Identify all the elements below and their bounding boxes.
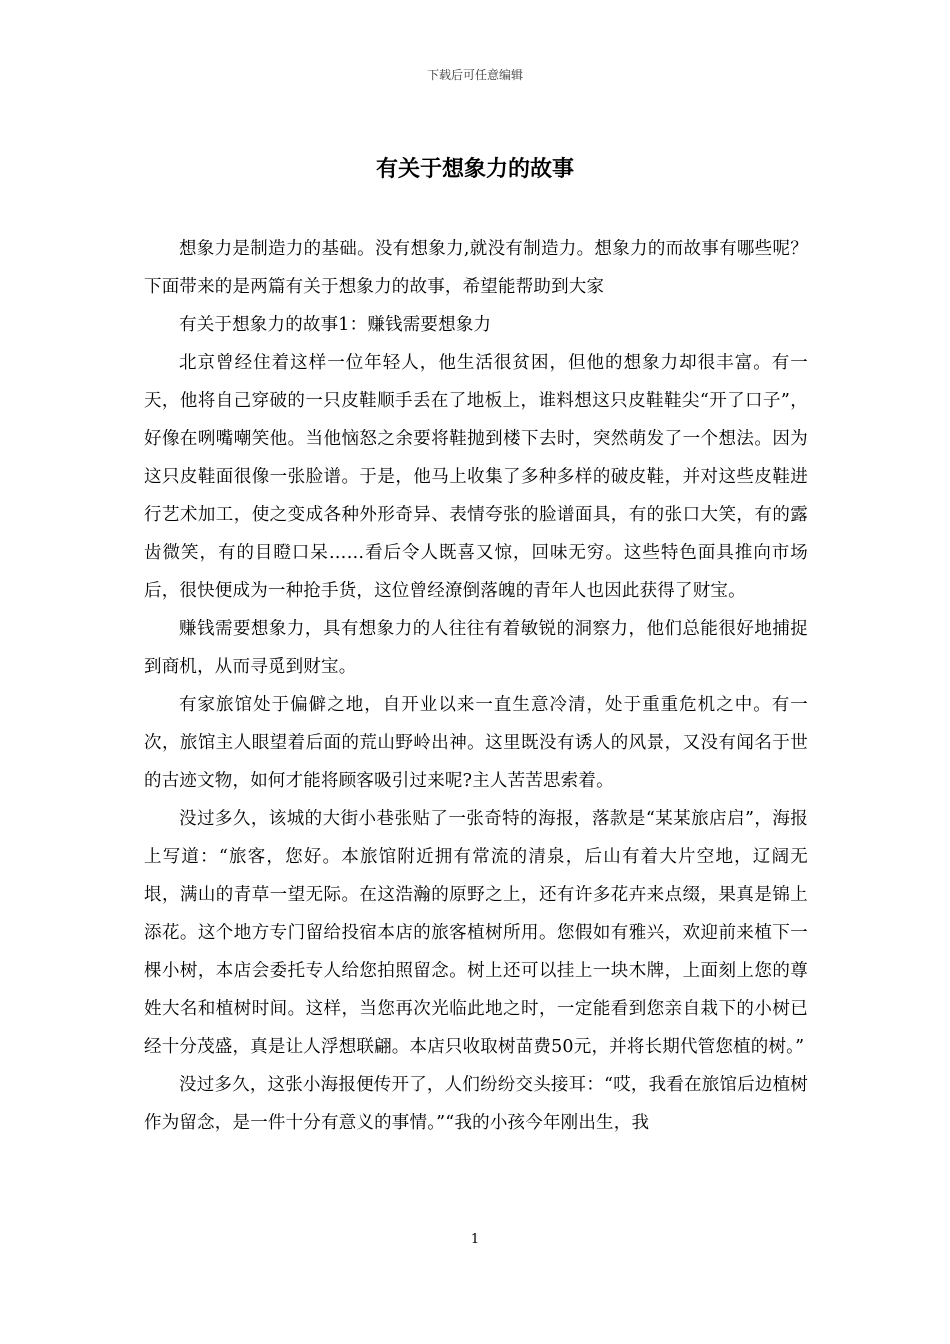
header-note: 下载后可任意编辑 xyxy=(426,68,523,82)
paragraph-poster-spread: 没过多久，这张小海报便传开了，人们纷纷交头接耳：“哎，我看在旅馆后边植树作为留念，是一件十分有意义的事情。”“我的小孩今年刚出生，我 xyxy=(144,1075,808,1133)
paragraph-imagination-money: 赚钱需要想象力，具有想象力的人往往有着敏锐的洞察力，他们总能很好地捕捉到商机，从而寻觅到财宝。 xyxy=(144,619,808,677)
paragraph-remote-hotel: 有家旅馆处于偏僻之地，自开业以来一直生意冷清，处于重重危机之中。有一次，旅馆主人眼望着后面的荒山野岭出神。这里既没有诱人的风景，又没有闻名于世的古迹文物，如何才能将顾客吸引过来呢?主人苦苦思索着。 xyxy=(144,695,808,791)
page-number: 1 xyxy=(470,1232,480,1247)
paragraph-section-heading: 有关于想象力的故事1：赚钱需要想象力 xyxy=(179,315,492,335)
paragraph-intro: 想象力是制造力的基础。没有想象力,就没有制造力。想象力的而故事有哪些呢？下面带来的是两篇有关于想象力的故事，希望能帮助到大家 xyxy=(144,239,808,297)
document-body xyxy=(144,230,808,1142)
paragraph-poster: 没过多久，该城的大街小巷张贴了一张奇特的海报，落款是“某某旅店启”，海报上写道：“旅客，您好。本旅馆附近拥有常流的清泉，后山有着大片空地，辽阔无垠，满山的青草一望无际。在这浩瀚的原野之上，还有许多花卉来点缀，果真是锦上添花。这个地方专门留给投宿本店的旅客植树所用。您假如有雅兴，欢迎前来植下一棵小树，本店会委托专人给您拍照留念。树上还可以挂上一块木牌，上面刻上您的尊姓大名和植树时间。这样，当您再次光临此地之时，一定能看到您亲自栽下的小树已经十分茂盛，真是让人浮想联翩。本店只收取树苗费50元，并将长期代管您植的树。” xyxy=(144,809,808,1057)
paragraph-story-leather-shoe: 北京曾经住着这样一位年轻人，他生活很贫困，但他的想象力却很丰富。有一天，他将自己穿破的一只皮鞋顺手丢在了地板上，谁料想这只皮鞋鞋尖“开了口子”，好像在咧嘴嘲笑他。当他恼怒之余要将鞋抛到楼下去时，突然萌发了一个想法。因为这只皮鞋面很像一张脸谱。于是，他马上收集了多种多样的破皮鞋，并对这些皮鞋进行艺术加工，使之变成各种外形奇异、表情夸张的脸谱面具，有的张口大笑，有的露齿微笑，有的目瞪口呆……看后令人既喜又惊，回味无穷。这些特色面具推向市场后，很快便成为一种抢手货，这位曾经潦倒落魄的青年人也因此获得了财宝。 xyxy=(144,353,808,601)
document-title: 有关于想象力的故事 xyxy=(375,156,574,182)
